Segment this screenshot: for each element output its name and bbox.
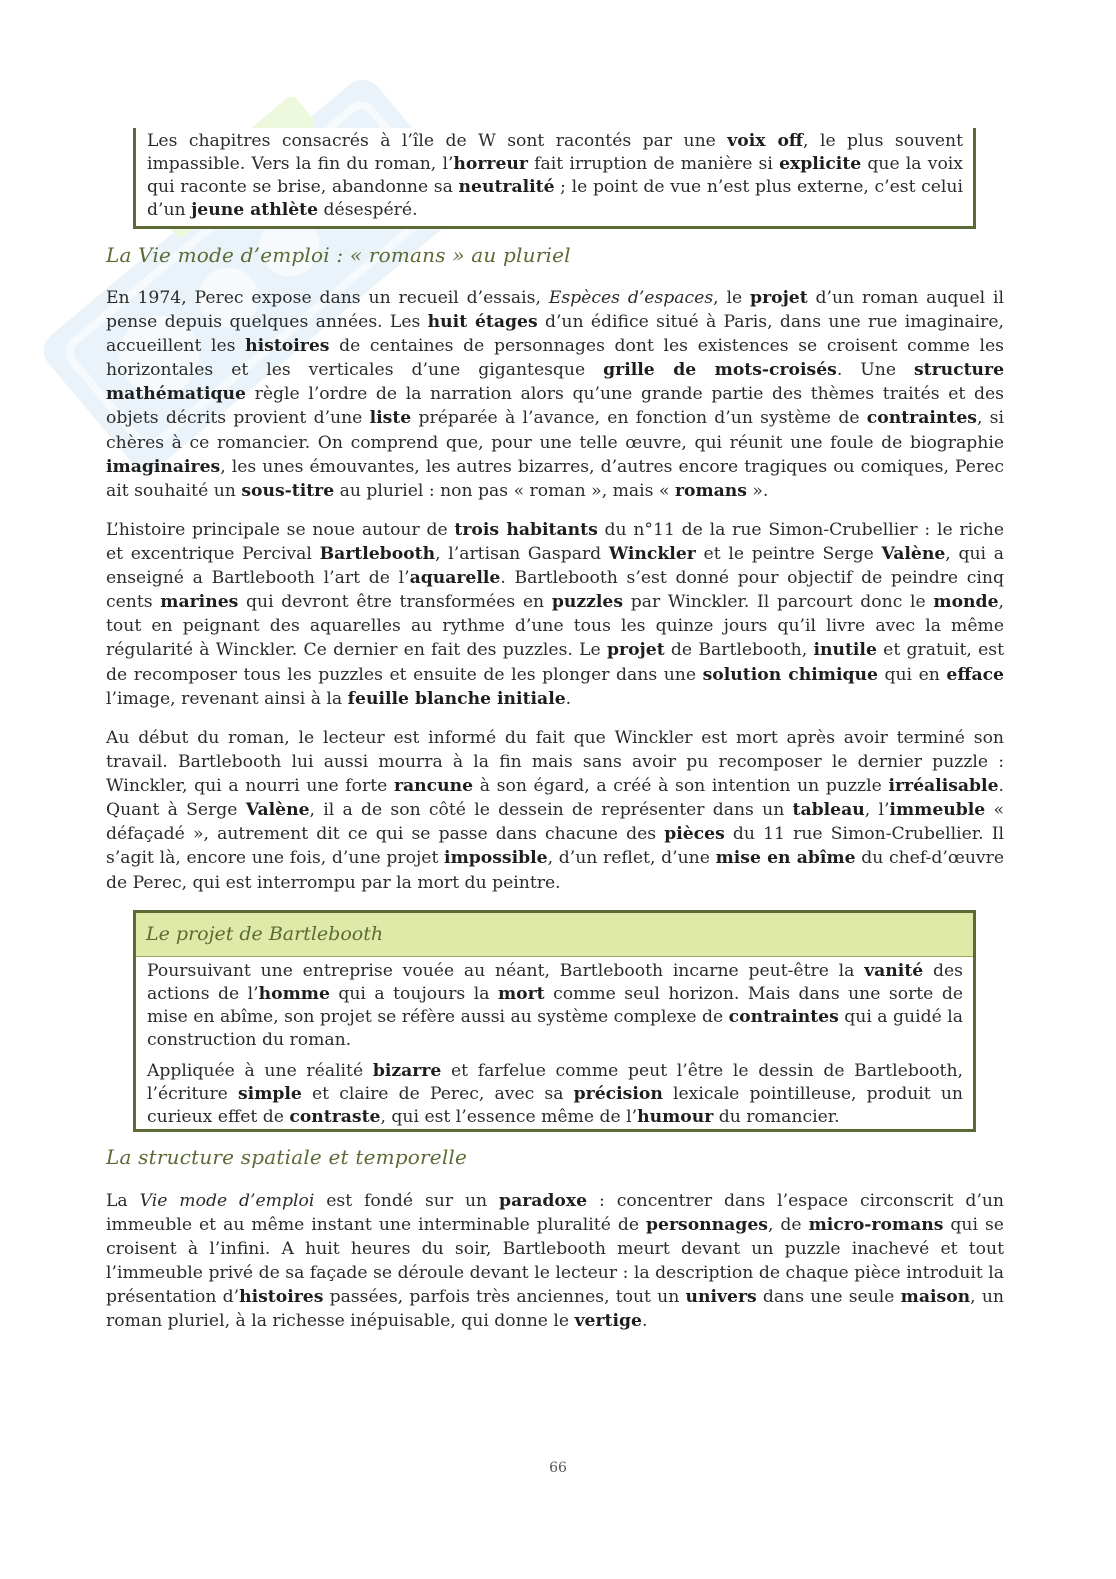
emphasis-bold: contraste [289,1107,381,1127]
callout-body [136,957,973,1133]
emphasis-bold: univers [685,1287,757,1308]
emphasis-bold: romans [674,480,747,501]
page-number: 66 [549,1460,567,1476]
emphasis-bold: personnages [646,1215,768,1236]
section-heading-structure: La structure spatiale et temporelle [106,1145,468,1169]
bartlebooth-callout-box [133,910,976,1132]
emphasis-bold: liste [369,408,412,429]
emphasis-bold: horreur [453,154,528,174]
emphasis-bold: voix off [727,131,804,151]
emphasis-bold: mise en abîme [715,848,856,869]
callout-title: Le projet de Bartlebooth [136,913,973,957]
emphasis-bold: histoires [239,1287,324,1308]
emphasis-bold: bizarre [372,1061,442,1081]
emphasis-bold: explicite [779,154,862,174]
emphasis-bold: feuille blanche initiale [347,688,566,709]
emphasis-bold: grille de mots-croisés [603,360,837,381]
emphasis-bold: Winckler [608,544,696,565]
emphasis-bold: vanité [864,961,924,981]
intro-callout-text: Les chapitres consacrés à l’île de W sont racontés par une voix off, le plus souvent impassible. Vers la fin du roman, l’horreur fait irruption de manière si explicite que la voix qui raconte se brise, abandonne sa neutralité ; le point de vue n’est plus externe, c’est celui d’un jeune athlète désespéré. [147,131,964,220]
emphasis-bold: précision [573,1084,663,1104]
emphasis-bold: tableau [792,800,865,821]
emphasis-bold: maison [900,1287,971,1308]
emphasis-bold: sous-titre [241,480,335,501]
emphasis-bold: contraintes [728,1007,839,1027]
emphasis-italic: Vie mode d’emploi [139,1191,315,1211]
emphasis-italic: Espèces d’espaces [548,288,714,308]
emphasis-bold: rancune [393,776,474,797]
emphasis-bold: neutralité [458,177,555,197]
section-heading-romans: La Vie mode d’emploi : « romans » au pluriel [106,243,571,267]
paragraph-paradoxe: La Vie mode d’emploi est fondé sur un paradoxe : concentrer dans l’espace circonscrit d’un immeuble et au même instant une interminable pluralité de personnages, de micro-romans qui se croisent à l’infini. A huit heures du soir, Bartlebooth meurt devant un puzzle inachevé et tout l’immeuble privé de sa façade se déroule devant le lecteur : la description de chaque pièce introduit la présentation d’histoires passées, parfois très anciennes, tout un univers dans une seule maison, un roman pluriel, à la richesse inépuisable, qui donne le vertige. [106,1191,1005,1332]
emphasis-bold: jeune athlète [191,200,319,220]
emphasis-bold: trois habitants [454,520,598,540]
callout-paragraph-contraste: Appliquée à une réalité bizarre et farfelue comme peut l’être le dessin de Bartlebooth, l’écriture simple et claire de Perec, avec sa précision lexicale pointilleuse, produit un curieux effet de contraste, qui est l’essence même de l’humour du romancier. [147,1061,963,1127]
emphasis-bold: imaginaires [106,456,221,477]
callout-paragraph-vanite: Poursuivant une entreprise vouée au néant, Bartlebooth incarne peut-être la vanité des actions de l’homme qui a toujours la mort comme seul horizon. Mais dans une sorte de mise en abîme, son projet se réfère aussi au système complexe de contraintes qui a guidé la construction du roman. [147,961,964,1050]
emphasis-bold: irréalisable [888,776,999,797]
emphasis-bold: simple [237,1084,302,1104]
emphasis-bold: paradoxe [499,1191,588,1211]
paragraph-debut-roman: Au début du roman, le lecteur est informé du fait que Winckler est mort après avoir terminé son travail. Bartlebooth lui aussi mourra à la fin mais sans avoir pu recomposer le dernier puzzle : Winckler, qui a nourri une forte rancune à son égard, a créé à son intention un puzzle irréalisable. Quant à Serge Valène, il a de son côté le dessein de représenter dans un tableau, l’immeuble « défaçadé », autrement dit ce qui se passe dans chacune des pièces du 11 rue Simon-Crubellier. Il s’agit là, encore une fois, d’une projet impossible, d’un reflet, d’une mise en abîme du chef-d’œuvre de Perec, qui est interrompu par la mort du peintre. [106,728,1005,893]
emphasis-bold: inutile [813,640,877,661]
emphasis-bold: mort [497,984,545,1004]
emphasis-bold: structure mathématique [106,360,1005,405]
emphasis-bold: puzzles [551,592,624,613]
emphasis-bold: solution chimique [702,664,878,685]
paragraph-histoire-principale: L’histoire principale se noue autour de trois habitants du n°11 de la rue Simon-Crubellier : le riche et excentrique Percival Bartlebooth, l’artisan Gaspard Winckler et le peintre Serge Valène, qui a enseigné a Bartlebooth l’art de l’aquarelle. Bartlebooth s’est donné pour objectif de peindre cinq cents marines qui devront être transformées en puzzles par Winckler. Il parcourt donc le monde, tout en peignant des aquarelles au rythme d’une tous les quinze jours qu’il livre avec la même régularité à Winckler. Ce dernier en fait des puzzles. Le projet de Bartlebooth, inutile et gratuit, est de recomposer tous les puzzles et ensuite de les plonger dans une solution chimique qui en efface l’image, revenant ainsi à la feuille blanche initiale. [106,520,1005,709]
emphasis-bold: monde [933,592,999,613]
emphasis-bold: vertige [574,1311,642,1332]
emphasis-bold: efface [946,664,1004,685]
emphasis-bold: huit étages [427,312,538,333]
emphasis-bold: immeuble [889,800,986,821]
emphasis-bold: projet [750,288,808,308]
emphasis-bold: pièces [664,824,725,845]
paragraph-especes: En 1974, Perec expose dans un recueil d’essais, Espèces d’espaces, le projet d’un roman auquel il pense depuis quelques années. Les huit étages d’un édifice situé à Paris, dans une rue imaginaire, accueillent les histoires de centaines de personnages dont les existences se croisent comme les horizontales et les verticales d’une gigantesque grille de mots-croisés. Une structure mathématique règle l’ordre de la narration alors qu’une grande partie des thèmes traités et des objets décrits provient d’une liste préparée à l’avance, en fonction d’un système de contraintes, si chères à ce romancier. On comprend que, pour une telle œuvre, qui réunit une foule de biographie imaginaires, les unes émouvantes, les autres bizarres, d’autres encore tragiques ou comiques, Perec ait souhaité un sous-titre au pluriel : non pas « roman », mais « romans ». [106,288,1005,501]
intro-callout-box [133,128,976,229]
emphasis-bold: humour [637,1107,714,1127]
emphasis-bold: marines [160,592,239,613]
emphasis-bold: homme [258,984,330,1004]
emphasis-bold: micro-romans [808,1215,944,1236]
emphasis-bold: Valène [245,800,310,821]
emphasis-bold: projet [607,640,665,661]
emphasis-bold: histoires [245,336,330,357]
emphasis-bold: Valène [881,544,946,565]
emphasis-bold: impossible [444,848,548,869]
emphasis-bold: contraintes [866,408,977,429]
emphasis-bold: Bartlebooth [319,544,436,565]
emphasis-bold: aquarelle [409,568,501,589]
